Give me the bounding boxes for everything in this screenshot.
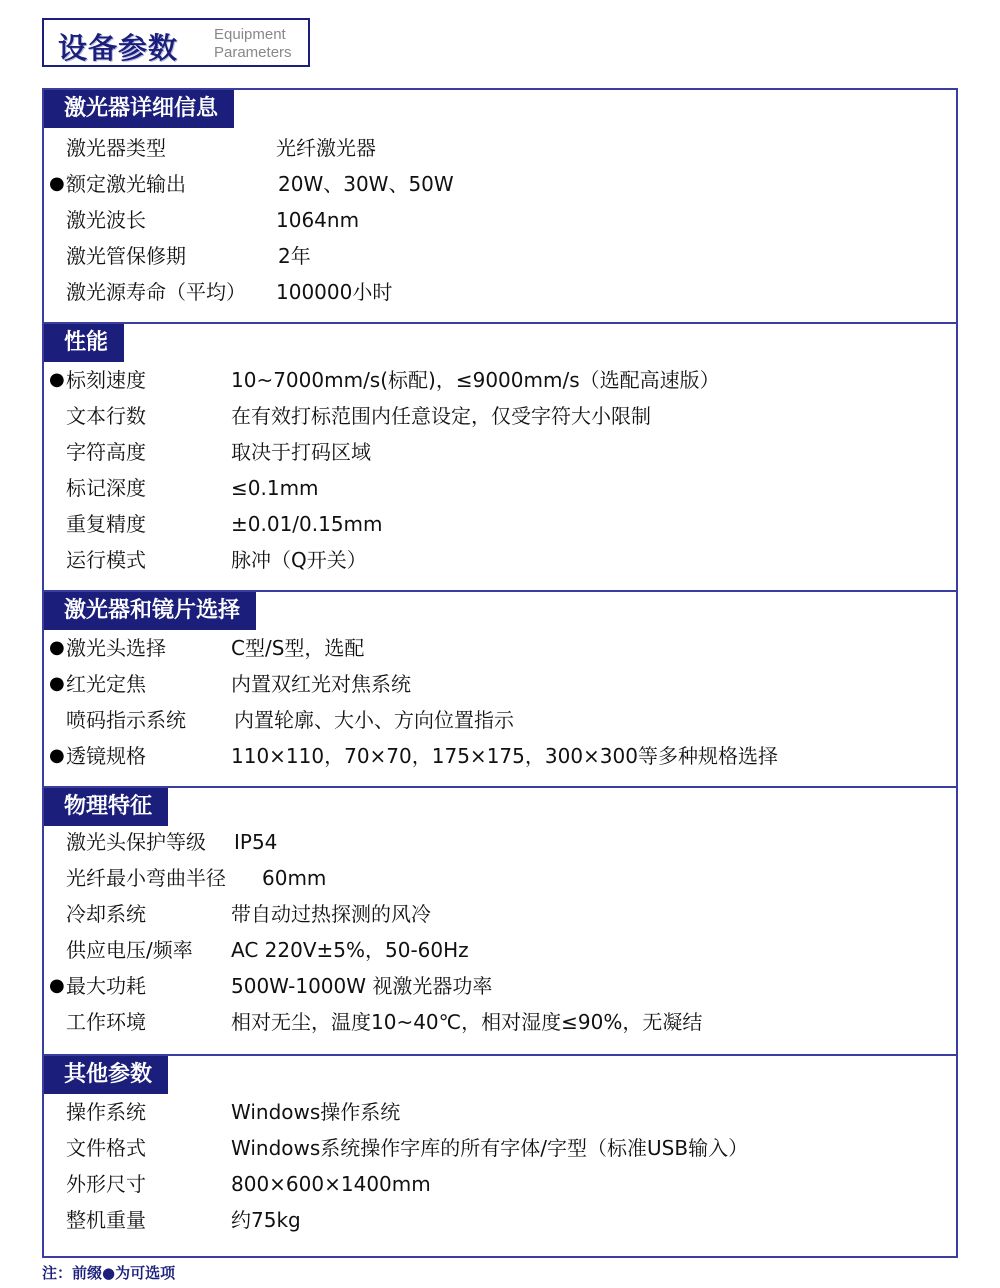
param-value: 相对无尘，温度10~40℃，相对湿度≤90%，无凝结 <box>231 1010 703 1034</box>
footnote: 注：前缀●为可选项 <box>42 1264 176 1282</box>
param-label: 文件格式 <box>66 1136 146 1160</box>
param-value: 在有效打标范围内任意设定，仅受字符大小限制 <box>231 404 651 428</box>
param-label: 激光头保护等级 <box>66 830 206 854</box>
param-label: 操作系统 <box>66 1100 146 1124</box>
param-label: 标记深度 <box>66 476 146 500</box>
section-physical <box>44 786 956 1056</box>
param-label: 激光器类型 <box>66 136 166 160</box>
optional-bullet-icon: ● <box>49 975 65 996</box>
param-label: 外形尺寸 <box>66 1172 146 1196</box>
param-value: 脉冲（Q开关） <box>231 548 367 572</box>
param-label: 光纤最小弯曲半径 <box>66 866 226 890</box>
section-laser-info <box>44 90 956 322</box>
param-value: ≤0.1mm <box>231 476 319 500</box>
section-title: 物理特征 <box>44 788 168 826</box>
section-title: 性能 <box>44 324 124 362</box>
param-value: 500W-1000W 视激光器功率 <box>231 974 493 998</box>
section-title: 激光器详细信息 <box>44 90 234 128</box>
param-label: 激光头选择 <box>66 636 166 660</box>
optional-bullet-icon: ● <box>49 173 65 194</box>
param-value: 光纤激光器 <box>276 136 376 160</box>
param-value: Windows系统操作字库的所有字体/字型（标准USB输入） <box>231 1136 749 1160</box>
param-value: Windows操作系统 <box>231 1100 401 1124</box>
section-laser-lens <box>44 590 956 788</box>
param-label: 供应电压/频率 <box>66 938 193 962</box>
param-value: 20W、30W、50W <box>278 172 454 196</box>
page-header <box>42 18 310 67</box>
parameters-panel <box>42 88 958 1258</box>
param-label: 重复精度 <box>66 512 146 536</box>
param-value: 约75kg <box>231 1208 301 1232</box>
optional-bullet-icon: ● <box>49 673 65 694</box>
param-label: 额定激光输出 <box>66 172 186 196</box>
param-value: 1064nm <box>276 208 360 232</box>
param-value: 10~7000mm/s(标配)，≤9000mm/s（选配高速版） <box>231 368 720 392</box>
page-title: 设备参数 <box>58 31 179 65</box>
param-label: 工作环境 <box>66 1010 146 1034</box>
param-value: 2年 <box>278 244 311 268</box>
param-label: 字符高度 <box>66 440 146 464</box>
param-label: 喷码指示系统 <box>66 708 186 732</box>
section-title: 激光器和镜片选择 <box>44 592 256 630</box>
section-title: 其他参数 <box>44 1056 168 1094</box>
param-label: 整机重量 <box>66 1208 146 1232</box>
param-value: C型/S型，选配 <box>231 636 365 660</box>
param-label: 最大功耗 <box>66 974 146 998</box>
param-value: 内置轮廓、大小、方向位置指示 <box>234 708 514 732</box>
param-label: 激光管保修期 <box>66 244 186 268</box>
param-value: IP54 <box>234 830 278 854</box>
param-value: 100000小时 <box>276 280 393 304</box>
subtitle-line-1: Equipment <box>214 26 286 43</box>
param-value: 60mm <box>262 866 327 890</box>
param-value: ±0.01/0.15mm <box>231 512 383 536</box>
param-value: 内置双红光对焦系统 <box>231 672 411 696</box>
optional-bullet-icon: ● <box>49 369 65 390</box>
optional-bullet-icon: ● <box>49 637 65 658</box>
param-value: AC 220V±5%，50-60Hz <box>231 938 469 962</box>
subtitle-line-2: Parameters <box>214 44 292 61</box>
optional-bullet-icon: ● <box>49 745 65 766</box>
section-performance <box>44 322 956 592</box>
param-value: 取决于打码区域 <box>231 440 371 464</box>
param-label: 红光定焦 <box>66 672 146 696</box>
param-label: 激光源寿命（平均） <box>66 280 246 304</box>
param-value: 带自动过热探测的风冷 <box>231 902 431 926</box>
param-label: 标刻速度 <box>66 368 146 392</box>
param-value: 110×110，70×70，175×175，300×300等多种规格选择 <box>231 744 778 768</box>
param-value: 800×600×1400mm <box>231 1172 431 1196</box>
param-label: 运行模式 <box>66 548 146 572</box>
param-label: 文本行数 <box>66 404 146 428</box>
param-label: 透镜规格 <box>66 744 146 768</box>
section-other <box>44 1054 956 1258</box>
param-label: 冷却系统 <box>66 902 146 926</box>
page-subtitle-en <box>214 26 292 62</box>
param-label: 激光波长 <box>66 208 146 232</box>
